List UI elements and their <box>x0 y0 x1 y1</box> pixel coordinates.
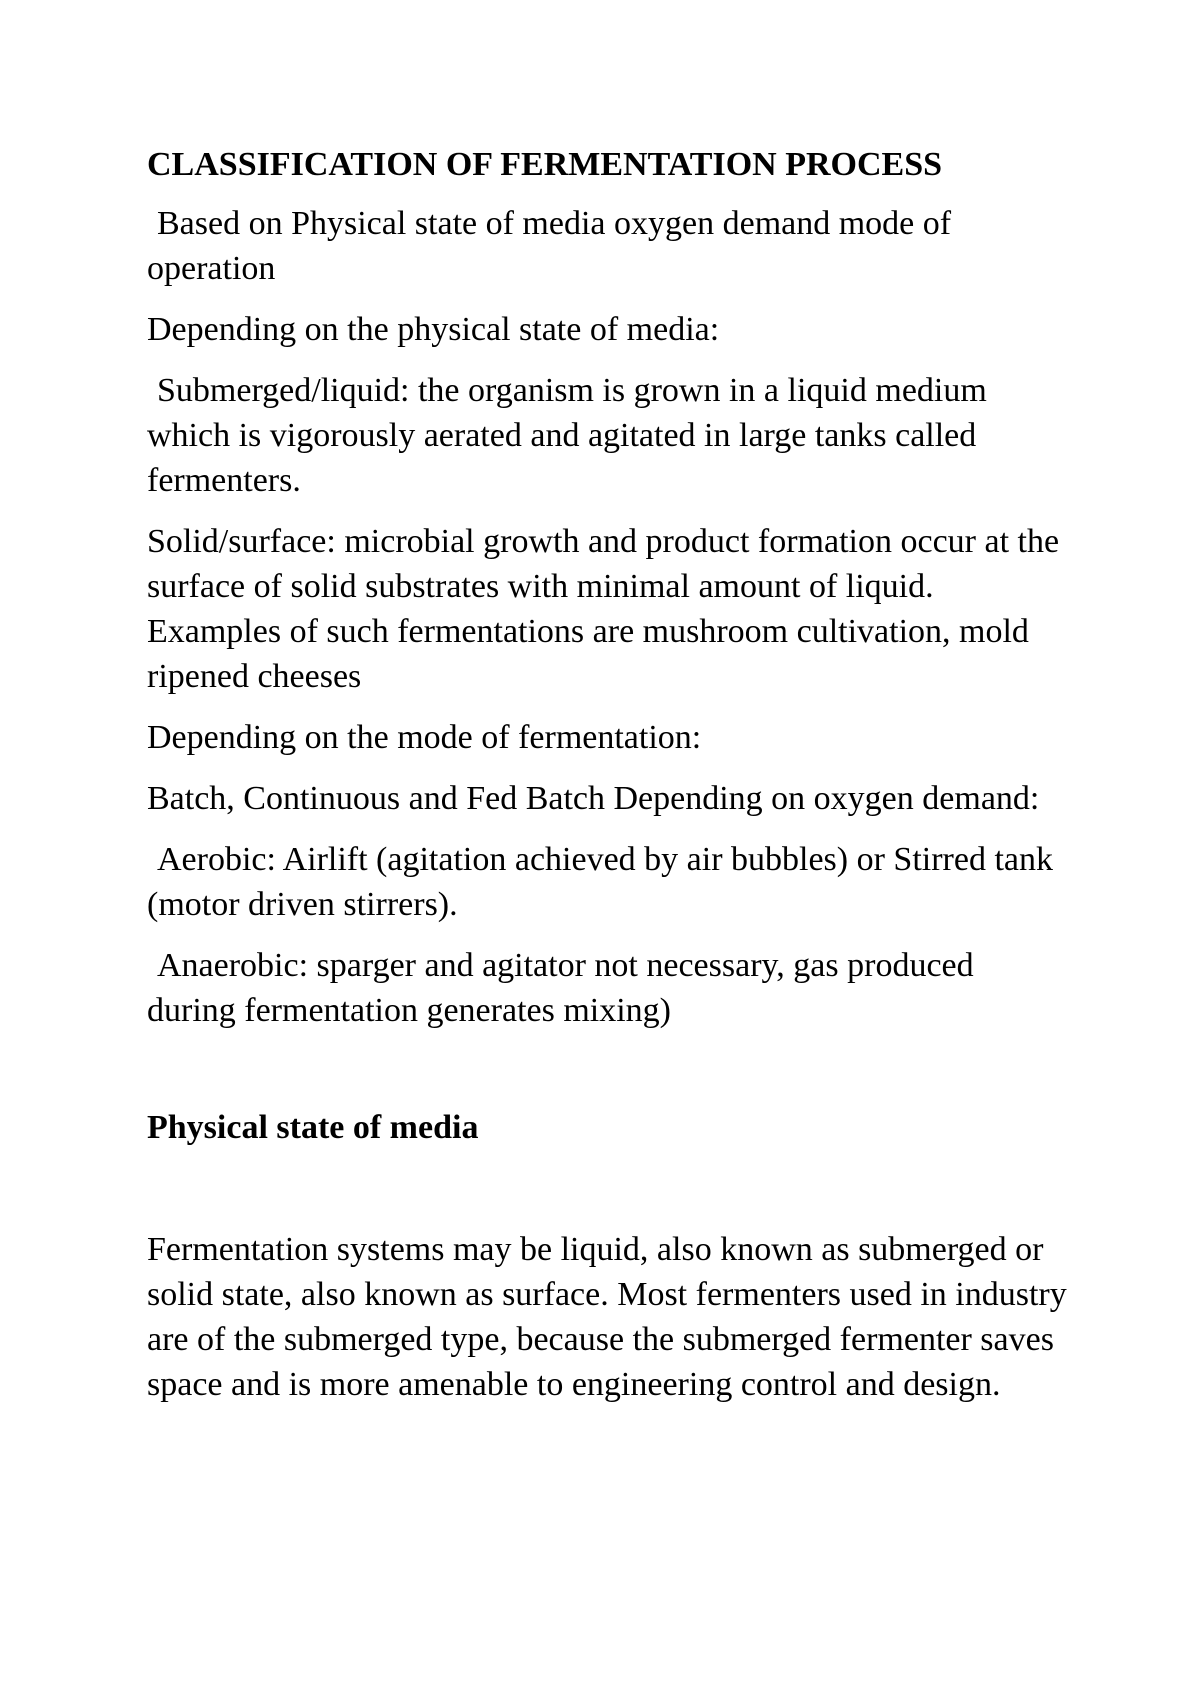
paragraph-anaerobic: Anaerobic: sparger and agitator not necessary, gas produced during fermentation generates mixing) <box>147 947 974 1029</box>
section-heading: Physical state of media <box>147 1109 479 1146</box>
paragraph-aerobic: Aerobic: Airlift (agitation achieved by air bubbles) or Stirred tank (motor driven stirrers). <box>147 841 1054 923</box>
section-paragraph: Fermentation systems may be liquid, also known as submerged or solid state, also known as surface. Most fermenters used in industry are of the submerged type, because the submerged fermenter saves space and is more amenable to engineering control and design. <box>147 1231 1067 1403</box>
paragraph-submerged: Submerged/liquid: the organism is grown in a liquid medium which is vigorously aerated and agitated in large tanks called fermenters. <box>147 372 987 499</box>
paragraph-physical-state-intro: Depending on the physical state of media: <box>147 311 720 348</box>
document-body <box>147 142 1067 1423</box>
document-title: CLASSIFICATION OF FERMENTATION PROCESS <box>147 146 943 183</box>
paragraph-mode-intro: Depending on the mode of fermentation: <box>147 719 702 756</box>
paragraph-solid-surface: Solid/surface: microbial growth and product formation occur at the surface of solid substrates with minimal amount of liquid. Examples of such fermentations are mushroom cultivation, mold ripened cheeses <box>147 523 1060 695</box>
paragraph-basis: Based on Physical state of media oxygen demand mode of operation <box>147 205 952 287</box>
paragraph-batch-continuous: Batch, Continuous and Fed Batch Depending on oxygen demand: <box>147 780 1040 817</box>
